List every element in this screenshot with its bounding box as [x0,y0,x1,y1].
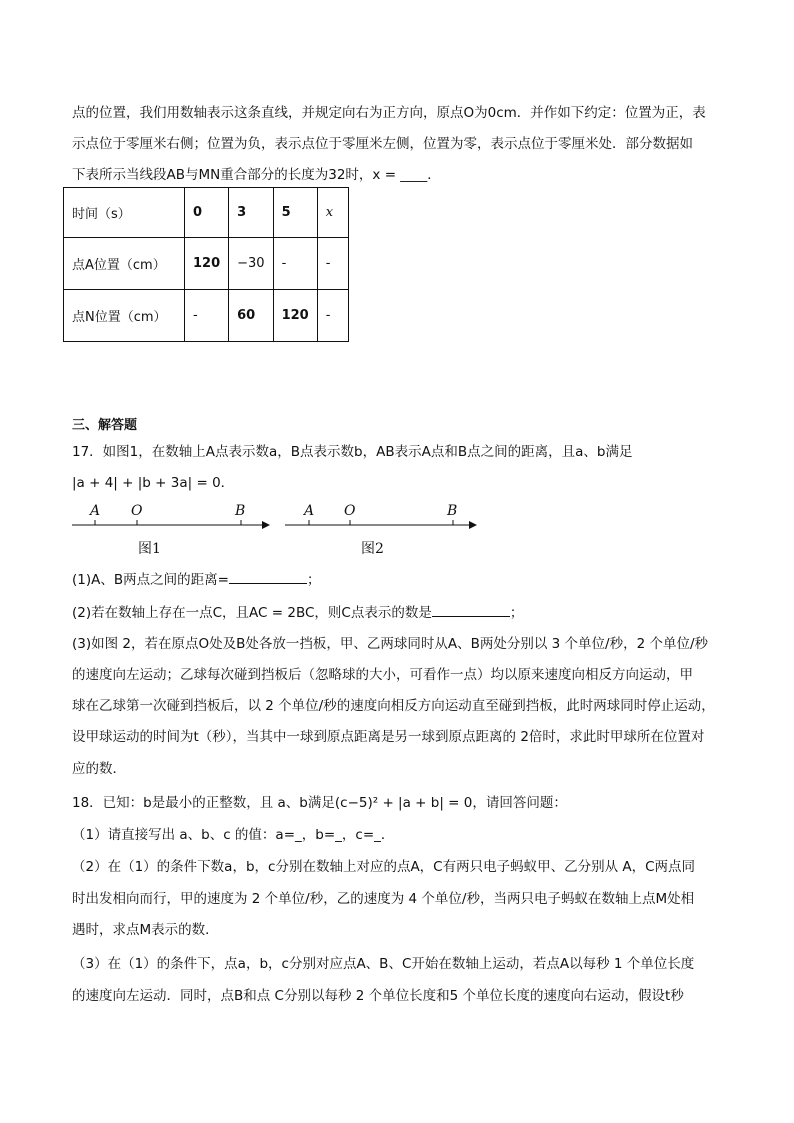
table-header-row [64,188,349,238]
q17-part-1 [72,570,320,589]
table-cell: - [317,290,348,342]
q17-part-1-end: ； [306,572,321,588]
figure-1-caption: 图1 [138,541,161,557]
q17-part-2-end: ； [509,605,524,621]
q17-part-2-text: (2)若在数轴上存在一点C，且AC = 2BC，则C点表示的数是 [72,605,432,621]
table-cell: x [317,188,348,238]
table-cell: 点A位置（cm） [64,238,185,290]
q18-part-1: （1）请直接写出 a、b、c 的值：a=_，b=_，c=_． [72,827,395,843]
table-cell: 120 [273,290,317,342]
point-o-label: O [131,503,143,519]
figure-1 [72,500,272,560]
table-cell: 时间（s） [64,188,185,238]
table-cell: - [185,290,229,342]
section-title: 三、解答题 [72,418,138,433]
q17-part-3-line-3: 球在乙球第一次碰到挡板后，以 2 个单位/秒的速度向相反方向运动直至碰到挡板，此时两球同时停止运动， [72,698,715,714]
point-a-label: A [90,503,101,519]
q17-part-2 [72,603,523,622]
answer-blank [432,603,510,617]
table-row [64,290,349,342]
point-b-label: B [235,503,246,519]
table-cell: 120 [185,238,229,290]
q18-part-3-line-2: 的速度向左运动．同时，点B和点 C分别以每秒 2 个单位长度和5 个单位长度的速度向右运动，假设t秒 [72,988,684,1004]
table-cell: 60 [229,290,273,342]
q17-line-2: |a + 4| + |b + 3a| = 0． [72,475,235,491]
table-cell: - [317,238,348,290]
point-o-label: O [344,503,356,519]
table-cell: −30 [229,238,273,290]
q18-part-3-line-1: （3）在（1）的条件下，点a，b，c分别对应点A、B、C开始在数轴上运动，若点A以每秒 1 个单位长度 [72,956,695,972]
q17-part-3-line-5: 应的数． [72,761,126,777]
table-cell: - [273,238,317,290]
q18-part-2-line-2: 时出发相向而行，甲的速度为 2 个单位/秒，乙的速度为 4 个单位/秒，当两只电子蚂蚁在数轴上点M处相 [72,891,695,907]
figure-2 [285,500,485,560]
table-cell: 点N位置（cm） [64,290,185,342]
intro-line-2: 示点位于零厘米右侧；位置为负，表示点位于零厘米左侧，位置为零，表示点位于零厘米处．部分数据如 [72,136,693,152]
q18-part-2-line-3: 遇时，求点M表示的数． [72,922,219,938]
q18-part-2-line-1: （2）在（1）的条件下数a，b，c分别在数轴上对应的点A，C有两只电子蚂蚁甲、乙分别从 A，C两点同 [72,859,696,875]
table-cell: 0 [185,188,229,238]
q17-part-1-text: (1)A、B两点之间的距离= [72,572,229,588]
q17-line-1: 17．如图1，在数轴上A点表示数a，B点表示数b，AB表示A点和B点之间的距离，且a、b满足 [72,444,633,460]
table-cell: 3 [229,188,273,238]
intro-line-3: 下表所示当线段AB与MN重合部分的长度为32时，x = ____． [72,167,441,183]
table-cell: 5 [273,188,317,238]
point-b-label: B [447,503,458,519]
q17-part-3-line-1: (3)如图 2，若在原点O处及B处各放一挡板，甲、乙两球同时从A、B两处分别以 3 个单位/秒，2 个单位/秒 [72,636,709,652]
figure-2-caption: 图2 [361,541,384,557]
q17-part-3-line-2: 的速度向左运动；乙球每次碰到挡板后（忽略球的大小，可看作一点）均以原来速度向相反方向运动，甲 [72,667,693,683]
point-a-label: A [304,503,315,519]
answer-blank [229,570,307,584]
q18-line-1: 18．已知：b是最小的正整数，且 a、b满足(c−5)² + |a + b| = 0，请回答问题： [72,795,567,811]
intro-line-1: 点的位置，我们用数轴表示这条直线，并规定向右为正方向，原点O为0cm．并作如下约定：位置为正，表 [72,105,706,121]
table-row [64,238,349,290]
position-table [63,187,349,342]
q17-part-3-line-4: 设甲球运动的时间为t（秒），当其中一球到原点距离是另一球到原点距离的 2倍时，求此时甲球所在位置对 [72,729,705,745]
